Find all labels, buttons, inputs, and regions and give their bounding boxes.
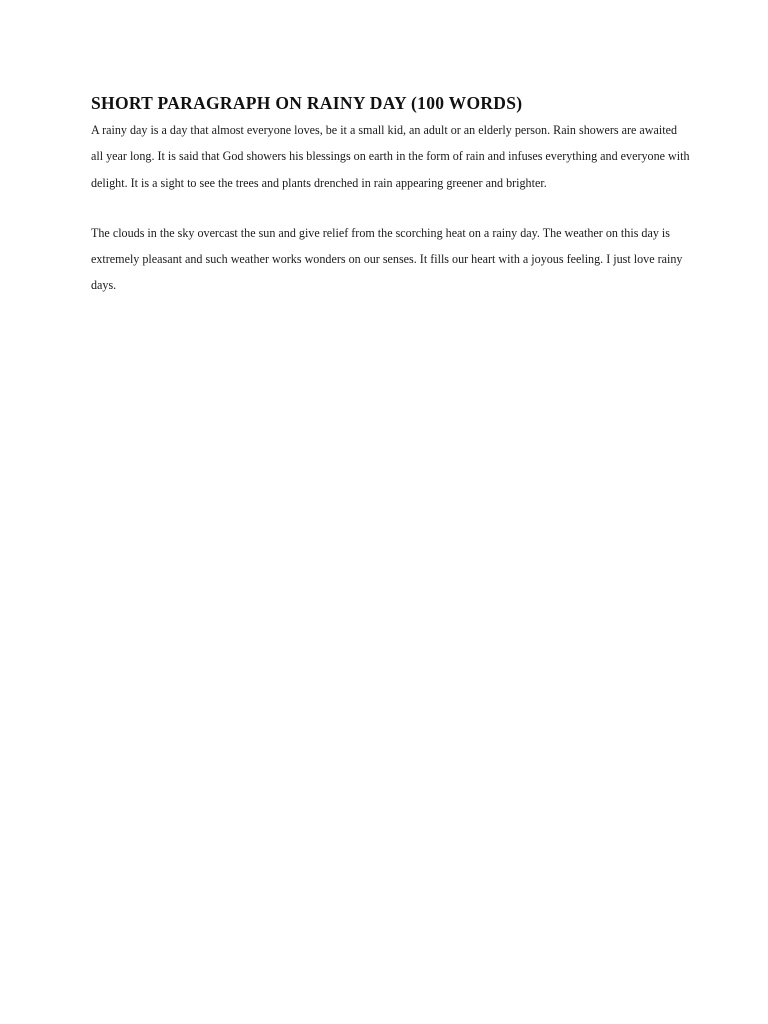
paragraph-2: The clouds in the sky overcast the sun and give relief from the scorching heat on a rainy day. The weather on this day is extremely pleasant and such weather works wonders on our senses. It fills our heart with a joyous feeling. I just love rainy days.	[91, 225, 683, 293]
document-title: SHORT PARAGRAPH ON RAINY DAY (100 WORDS)	[91, 93, 523, 113]
document-body	[91, 91, 691, 299]
paragraph-1: A rainy day is a day that almost everyone loves, be it a small kid, an adult or an elderly person. Rain showers are awaited all year long. It is said that God showers his blessings on earth in the form of rain and infuses everything and everyone with delight. It is a sight to see the trees and plants drenched in rain appearing greener and brighter.	[91, 123, 690, 190]
